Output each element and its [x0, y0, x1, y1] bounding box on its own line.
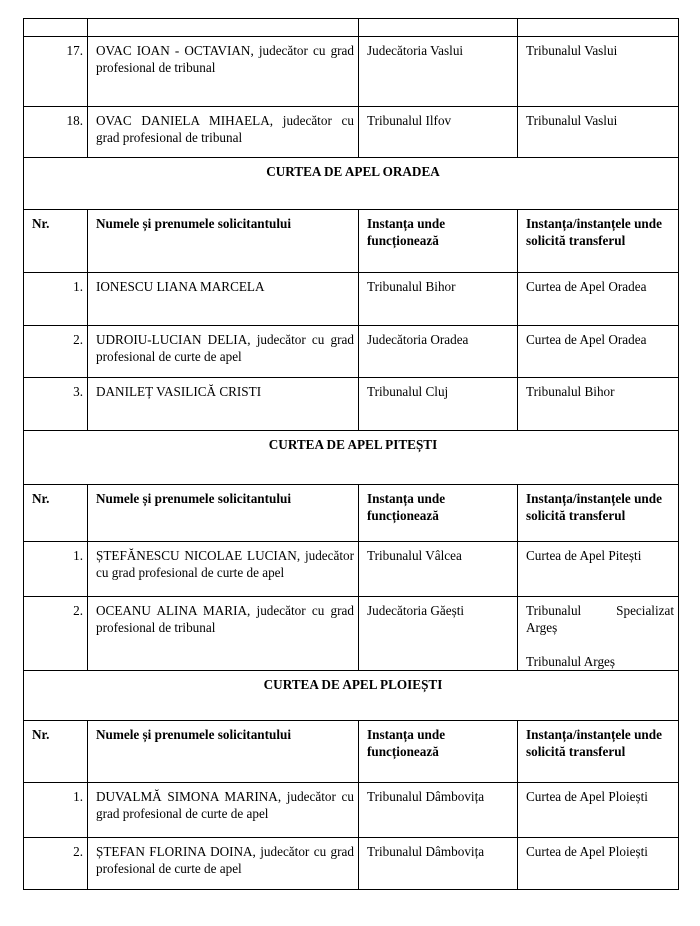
header-court: Instanța unde funcționează [359, 210, 518, 273]
header-transfer: Instanța/instanțele unde solicită transferul [518, 721, 679, 783]
transfer-requests-table [23, 18, 679, 890]
header-court: Instanța unde funcționează [359, 721, 518, 783]
header-transfer: Instanța/instanțele unde solicită transferul [518, 485, 679, 542]
header-nr: Nr. [24, 210, 88, 273]
applicant-name: DANILEȚ VASILICĂ CRISTI [88, 378, 359, 431]
header-nr: Nr. [24, 721, 88, 783]
requested-court: Curtea de Apel Oradea [518, 273, 679, 326]
row-number: 1. [24, 542, 88, 597]
current-court: Tribunalul Ilfov [359, 107, 518, 158]
header-court: Instanța unde funcționează [359, 485, 518, 542]
requested-court: Tribunalul Vaslui [518, 107, 679, 158]
header-nr: Nr. [24, 485, 88, 542]
applicant-name: OVAC DANIELA MIHAELA, judecător cu grad profesional de tribunal [88, 107, 359, 158]
current-court: Judecătoria Oradea [359, 326, 518, 378]
header-name: Numele și prenumele solicitantului [88, 210, 359, 273]
current-court: Tribunalul Cluj [359, 378, 518, 431]
current-court: Tribunalul Bihor [359, 273, 518, 326]
header-name: Numele și prenumele solicitantului [88, 485, 359, 542]
header-row [24, 485, 679, 542]
row-number: 18. [24, 107, 88, 158]
current-court: Judecătoria Vaslui [359, 37, 518, 107]
row-number: 1. [24, 783, 88, 838]
applicant-name: ȘTEFĂNESCU NICOLAE LUCIAN, judecător cu grad profesional de curte de apel [88, 542, 359, 597]
current-court: Tribunalul Vâlcea [359, 542, 518, 597]
header-transfer: Instanța/instanțele unde solicită transferul [518, 210, 679, 273]
section-heading-row [24, 671, 679, 721]
section-heading-row [24, 431, 679, 485]
table-row [24, 783, 679, 838]
requested-court: Tribunalul Bihor [518, 378, 679, 431]
requested-court: Curtea de Apel Ploiești [518, 838, 679, 890]
table-row [24, 838, 679, 890]
table-row [24, 378, 679, 431]
current-court: Tribunalul Dâmbovița [359, 783, 518, 838]
current-court: Judecătoria Găești [359, 597, 518, 671]
row-number: 2. [24, 838, 88, 890]
table-row [24, 542, 679, 597]
requested-court [518, 597, 679, 671]
section-title: CURTEA DE APEL PLOIEȘTI [24, 671, 679, 721]
section-heading-row [24, 158, 679, 210]
row-number: 1. [24, 273, 88, 326]
table-row [24, 37, 679, 107]
section-title: CURTEA DE APEL PITEȘTI [24, 431, 679, 485]
header-row [24, 210, 679, 273]
row-number: 2. [24, 326, 88, 378]
requested-court-line: Tribunalul Argeș [526, 654, 616, 669]
requested-court-line: Tribunalul Specializat Argeș [526, 603, 674, 635]
section-title: CURTEA DE APEL ORADEA [24, 158, 679, 210]
table-row [24, 107, 679, 158]
applicant-name: ȘTEFAN FLORINA DOINA, judecător cu grad profesional de curte de apel [88, 838, 359, 890]
header-name: Numele și prenumele solicitantului [88, 721, 359, 783]
requested-court: Curtea de Apel Ploiești [518, 783, 679, 838]
table-row [24, 326, 679, 378]
requested-court: Tribunalul Vaslui [518, 37, 679, 107]
applicant-name: OVAC IOAN - OCTAVIAN, judecător cu grad profesional de tribunal [88, 37, 359, 107]
applicant-name: OCEANU ALINA MARIA, judecător cu grad profesional de tribunal [88, 597, 359, 671]
applicant-name: DUVALMĂ SIMONA MARINA, judecător cu grad profesional de curte de apel [88, 783, 359, 838]
current-court: Tribunalul Dâmbovița [359, 838, 518, 890]
row-number: 2. [24, 597, 88, 671]
requested-court: Curtea de Apel Pitești [518, 542, 679, 597]
applicant-name: UDROIU-LUCIAN DELIA, judecător cu grad profesional de curte de apel [88, 326, 359, 378]
table-row [24, 597, 679, 671]
row-number: 3. [24, 378, 88, 431]
requested-court: Curtea de Apel Oradea [518, 326, 679, 378]
header-row [24, 721, 679, 783]
partial-row-top [24, 19, 679, 37]
applicant-name: IONESCU LIANA MARCELA [88, 273, 359, 326]
table-row [24, 273, 679, 326]
row-number: 17. [24, 37, 88, 107]
